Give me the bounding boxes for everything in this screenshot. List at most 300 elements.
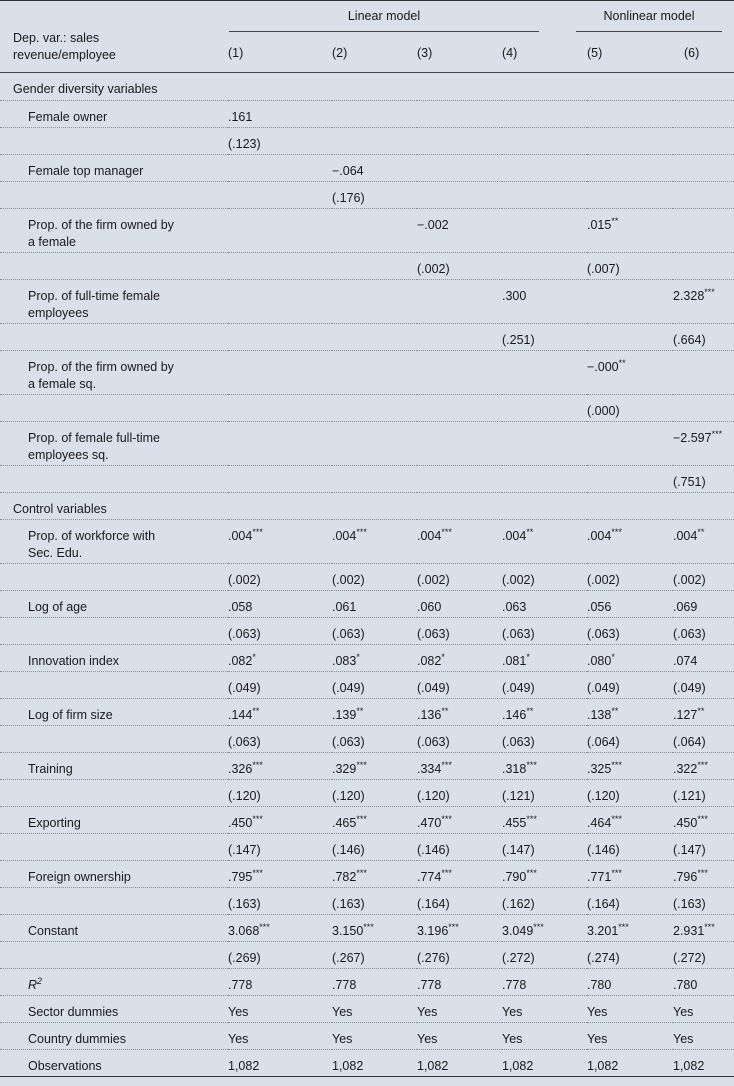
row-label bbox=[0, 590, 228, 617]
cell-col-5: (.007) bbox=[587, 252, 673, 279]
cell-col-6: .796*** bbox=[673, 860, 734, 887]
row-label-line-1: Country dummies bbox=[28, 1031, 126, 1046]
cell-col-3 bbox=[417, 394, 502, 421]
cell-col-5: .464*** bbox=[587, 806, 673, 833]
cell-col-6: −2.597*** bbox=[673, 421, 734, 465]
significance-stars: *** bbox=[704, 921, 715, 932]
cell-col-5: Yes bbox=[587, 1022, 673, 1049]
cell-col-2: (.002) bbox=[332, 563, 417, 590]
significance-stars: *** bbox=[697, 759, 708, 770]
cell-col-4: (.162) bbox=[502, 887, 587, 914]
row-label bbox=[0, 860, 228, 887]
significance-stars: *** bbox=[441, 867, 452, 878]
cell-col-5: .780 bbox=[587, 968, 673, 995]
cell-col-1: 1,082 bbox=[228, 1049, 332, 1076]
cell-col-6: (.063) bbox=[673, 617, 734, 644]
r-squared-label: $R^2$ bbox=[28, 975, 43, 992]
significance-stars: ** bbox=[526, 526, 534, 537]
table-row bbox=[0, 779, 734, 806]
cell-col-1 bbox=[228, 421, 332, 465]
cell-col-1 bbox=[228, 208, 332, 252]
cell-col-4: (.251) bbox=[502, 323, 587, 350]
cell-col-6: (.272) bbox=[673, 941, 734, 968]
cell-col-4: Yes bbox=[502, 1022, 587, 1049]
table-row bbox=[0, 671, 734, 698]
cell-col-3 bbox=[417, 73, 502, 100]
cell-col-2 bbox=[332, 252, 417, 279]
cell-col-5: 1,082 bbox=[587, 1049, 673, 1076]
cell-col-3 bbox=[417, 279, 502, 323]
cell-col-4: Yes bbox=[502, 995, 587, 1022]
table-header bbox=[0, 0, 734, 73]
cell-col-5: (.146) bbox=[587, 833, 673, 860]
cell-col-5: −.000** bbox=[587, 350, 673, 394]
row-label bbox=[0, 350, 228, 394]
cell-col-2: 1,082 bbox=[332, 1049, 417, 1076]
cell-col-6 bbox=[673, 350, 734, 394]
cell-col-4: (.063) bbox=[502, 725, 587, 752]
row-label bbox=[0, 752, 228, 779]
group-rule-nonlinear bbox=[576, 31, 722, 32]
cell-col-4 bbox=[502, 350, 587, 394]
significance-stars: *** bbox=[611, 526, 622, 537]
cell-col-4: .455*** bbox=[502, 806, 587, 833]
cell-col-3: (.146) bbox=[417, 833, 502, 860]
cell-col-3 bbox=[417, 492, 502, 519]
cell-col-2 bbox=[332, 350, 417, 394]
cell-col-6 bbox=[673, 208, 734, 252]
cell-col-3: (.063) bbox=[417, 617, 502, 644]
cell-col-1: .004*** bbox=[228, 519, 332, 563]
cell-col-5: 3.201*** bbox=[587, 914, 673, 941]
table-row bbox=[0, 590, 734, 617]
row-label-line-1: Female top manager bbox=[28, 163, 144, 178]
cell-col-5: .325*** bbox=[587, 752, 673, 779]
significance-stars: ** bbox=[356, 705, 364, 716]
row-label-line-2: employees bbox=[28, 305, 89, 320]
cell-col-5 bbox=[587, 492, 673, 519]
significance-stars: *** bbox=[526, 867, 537, 878]
cell-col-6: 2.328*** bbox=[673, 279, 734, 323]
significance-stars: * bbox=[252, 651, 256, 662]
cell-col-6 bbox=[673, 127, 734, 154]
table-row bbox=[0, 644, 734, 671]
cell-col-6: .074 bbox=[673, 644, 734, 671]
cell-col-4 bbox=[502, 127, 587, 154]
group-header-linear: Linear model bbox=[347, 9, 421, 23]
cell-col-1: (.269) bbox=[228, 941, 332, 968]
row-label-line-1: Prop. of female full-time bbox=[28, 430, 160, 445]
row-label-line-1: Prop. of the firm owned by bbox=[28, 217, 174, 232]
table-row bbox=[0, 860, 734, 887]
cell-col-6: .450*** bbox=[673, 806, 734, 833]
significance-stars: *** bbox=[356, 759, 367, 770]
row-label bbox=[0, 941, 228, 968]
cell-col-2 bbox=[332, 394, 417, 421]
cell-col-5: (.274) bbox=[587, 941, 673, 968]
col-number-4: (4) bbox=[502, 46, 518, 60]
table-row bbox=[0, 806, 734, 833]
cell-col-3: 1,082 bbox=[417, 1049, 502, 1076]
section-row bbox=[0, 73, 734, 100]
cell-col-2: .139** bbox=[332, 698, 417, 725]
cell-col-1 bbox=[228, 73, 332, 100]
table-row bbox=[0, 995, 734, 1022]
significance-stars: *** bbox=[697, 867, 708, 878]
r-squared-exponent: 2 bbox=[37, 975, 43, 986]
cell-col-5 bbox=[587, 465, 673, 492]
cell-col-5: .015** bbox=[587, 208, 673, 252]
cell-col-6: .004** bbox=[673, 519, 734, 563]
significance-stars: ** bbox=[618, 357, 626, 368]
row-label bbox=[0, 563, 228, 590]
cell-col-3: .774*** bbox=[417, 860, 502, 887]
row-label bbox=[0, 279, 228, 323]
significance-stars: ** bbox=[697, 526, 705, 537]
significance-stars: *** bbox=[259, 921, 270, 932]
cell-col-6: (.147) bbox=[673, 833, 734, 860]
cell-col-2: (.120) bbox=[332, 779, 417, 806]
cell-col-6: .322*** bbox=[673, 752, 734, 779]
cell-col-2: .329*** bbox=[332, 752, 417, 779]
table-row bbox=[0, 279, 734, 323]
cell-col-1 bbox=[228, 465, 332, 492]
cell-col-6: 2.931*** bbox=[673, 914, 734, 941]
cell-col-3: .778 bbox=[417, 968, 502, 995]
cell-col-3: Yes bbox=[417, 995, 502, 1022]
cell-col-1: (.002) bbox=[228, 563, 332, 590]
cell-col-3: Yes bbox=[417, 1022, 502, 1049]
row-label bbox=[0, 698, 228, 725]
cell-col-2: .465*** bbox=[332, 806, 417, 833]
table-row bbox=[0, 617, 734, 644]
cell-col-3: .082* bbox=[417, 644, 502, 671]
cell-col-6: .069 bbox=[673, 590, 734, 617]
table-row bbox=[0, 100, 734, 127]
section-label bbox=[0, 492, 228, 519]
cell-col-3: (.276) bbox=[417, 941, 502, 968]
row-label-line-1: Exporting bbox=[28, 815, 81, 830]
cell-col-1: Yes bbox=[228, 1022, 332, 1049]
cell-col-1: .058 bbox=[228, 590, 332, 617]
table-row bbox=[0, 1049, 734, 1076]
cell-col-6: (.664) bbox=[673, 323, 734, 350]
cell-col-5: .080* bbox=[587, 644, 673, 671]
cell-col-1: .326*** bbox=[228, 752, 332, 779]
cell-col-4: .300 bbox=[502, 279, 587, 323]
cell-col-2: .083* bbox=[332, 644, 417, 671]
cell-col-5 bbox=[587, 127, 673, 154]
cell-col-4 bbox=[502, 394, 587, 421]
significance-stars: *** bbox=[611, 759, 622, 770]
group-rule-linear bbox=[229, 31, 539, 32]
row-label-line-1: Log of firm size bbox=[28, 707, 113, 722]
row-label bbox=[0, 995, 228, 1022]
cell-col-1: (.123) bbox=[228, 127, 332, 154]
significance-stars: ** bbox=[441, 705, 449, 716]
table-row bbox=[0, 127, 734, 154]
row-label bbox=[0, 617, 228, 644]
significance-stars: *** bbox=[611, 813, 622, 824]
cell-col-3 bbox=[417, 350, 502, 394]
dep-var-line-1: Dep. var.: sales bbox=[13, 31, 100, 45]
cell-col-6: .127** bbox=[673, 698, 734, 725]
cell-col-6 bbox=[673, 252, 734, 279]
row-label bbox=[0, 779, 228, 806]
cell-col-3: .334*** bbox=[417, 752, 502, 779]
cell-col-5 bbox=[587, 181, 673, 208]
significance-stars: ** bbox=[252, 705, 260, 716]
cell-col-3: (.002) bbox=[417, 563, 502, 590]
row-label bbox=[0, 323, 228, 350]
cell-col-4 bbox=[502, 208, 587, 252]
row-label bbox=[0, 421, 228, 465]
cell-col-3: .136** bbox=[417, 698, 502, 725]
cell-col-4 bbox=[502, 154, 587, 181]
cell-col-3: .004*** bbox=[417, 519, 502, 563]
row-label bbox=[0, 644, 228, 671]
cell-col-5: (.164) bbox=[587, 887, 673, 914]
table-row bbox=[0, 208, 734, 252]
cell-col-2: (.063) bbox=[332, 617, 417, 644]
row-label bbox=[0, 1022, 228, 1049]
cell-col-5: (.120) bbox=[587, 779, 673, 806]
cell-col-1: (.163) bbox=[228, 887, 332, 914]
cell-col-1: .144** bbox=[228, 698, 332, 725]
cell-col-5: (.000) bbox=[587, 394, 673, 421]
significance-stars: ** bbox=[611, 705, 619, 716]
row-label-line-1: Innovation index bbox=[28, 653, 120, 668]
table-row bbox=[0, 252, 734, 279]
cell-col-3 bbox=[417, 127, 502, 154]
cell-col-6 bbox=[673, 73, 734, 100]
cell-col-3: (.120) bbox=[417, 779, 502, 806]
row-label-line-1: Training bbox=[28, 761, 73, 776]
col-number-6: (6) bbox=[684, 46, 700, 60]
cell-col-2: (.049) bbox=[332, 671, 417, 698]
cell-col-3: (.164) bbox=[417, 887, 502, 914]
cell-col-4: .063 bbox=[502, 590, 587, 617]
significance-stars: *** bbox=[618, 921, 629, 932]
table-row bbox=[0, 421, 734, 465]
cell-col-3 bbox=[417, 323, 502, 350]
cell-col-4: .004** bbox=[502, 519, 587, 563]
row-label bbox=[0, 1049, 228, 1076]
significance-stars: ** bbox=[611, 215, 619, 226]
significance-stars: * bbox=[356, 651, 360, 662]
cell-col-4: (.063) bbox=[502, 617, 587, 644]
cell-col-4: 3.049*** bbox=[502, 914, 587, 941]
significance-stars: *** bbox=[711, 428, 723, 439]
significance-stars: *** bbox=[441, 759, 452, 770]
table-row bbox=[0, 563, 734, 590]
cell-col-1: Yes bbox=[228, 995, 332, 1022]
cell-col-6: (.049) bbox=[673, 671, 734, 698]
cell-col-5 bbox=[587, 323, 673, 350]
cell-col-5: .771*** bbox=[587, 860, 673, 887]
row-label bbox=[0, 127, 228, 154]
row-label-line-1: Observations bbox=[28, 1058, 102, 1073]
row-label bbox=[0, 100, 228, 127]
table-row bbox=[0, 941, 734, 968]
significance-stars: *** bbox=[704, 286, 715, 297]
significance-stars: *** bbox=[526, 813, 537, 824]
cell-col-6: (.002) bbox=[673, 563, 734, 590]
table-row bbox=[0, 519, 734, 563]
table-row bbox=[0, 154, 734, 181]
table-row bbox=[0, 181, 734, 208]
significance-stars: *** bbox=[356, 813, 367, 824]
row-label bbox=[0, 887, 228, 914]
significance-stars: *** bbox=[356, 526, 367, 537]
cell-col-2: 3.150*** bbox=[332, 914, 417, 941]
cell-col-3 bbox=[417, 421, 502, 465]
row-label bbox=[0, 394, 228, 421]
cell-col-5 bbox=[587, 154, 673, 181]
cell-col-1: (.120) bbox=[228, 779, 332, 806]
cell-col-2 bbox=[332, 421, 417, 465]
cell-col-4 bbox=[502, 100, 587, 127]
results-table-body bbox=[0, 73, 734, 1076]
dependent-variable-label bbox=[13, 30, 116, 64]
cell-col-3: (.002) bbox=[417, 252, 502, 279]
row-label-line-1: Control variables bbox=[13, 501, 107, 516]
row-label-line-1: Foreign ownership bbox=[28, 869, 131, 884]
row-label-line-1: Prop. of the firm owned by bbox=[28, 359, 174, 374]
row-label bbox=[0, 914, 228, 941]
cell-col-4: (.049) bbox=[502, 671, 587, 698]
cell-col-1: .450*** bbox=[228, 806, 332, 833]
cell-col-3: −.002 bbox=[417, 208, 502, 252]
cell-col-1: .082* bbox=[228, 644, 332, 671]
dep-var-line-2: revenue/employee bbox=[13, 48, 116, 62]
row-label-line-1: Prop. of workforce with bbox=[28, 528, 156, 543]
cell-col-4 bbox=[502, 465, 587, 492]
row-label-line-2: employees sq. bbox=[28, 447, 109, 462]
cell-col-5: .004*** bbox=[587, 519, 673, 563]
table-row bbox=[0, 968, 734, 995]
row-label-line-2: a female bbox=[28, 234, 76, 249]
cell-col-2: .778 bbox=[332, 968, 417, 995]
row-label-line-1: Female owner bbox=[28, 109, 108, 124]
cell-col-6 bbox=[673, 181, 734, 208]
row-label bbox=[0, 519, 228, 563]
section-label bbox=[0, 73, 228, 100]
significance-stars: ** bbox=[526, 705, 534, 716]
cell-col-2 bbox=[332, 492, 417, 519]
cell-col-4 bbox=[502, 421, 587, 465]
significance-stars: ** bbox=[697, 705, 705, 716]
row-label bbox=[0, 806, 228, 833]
cell-col-1 bbox=[228, 279, 332, 323]
cell-col-1 bbox=[228, 323, 332, 350]
cell-col-3 bbox=[417, 181, 502, 208]
cell-col-2 bbox=[332, 127, 417, 154]
significance-stars: *** bbox=[611, 867, 622, 878]
row-label-line-1: Constant bbox=[28, 923, 79, 938]
cell-col-5: (.002) bbox=[587, 563, 673, 590]
cell-col-5: (.064) bbox=[587, 725, 673, 752]
cell-col-4: .318*** bbox=[502, 752, 587, 779]
cell-col-6 bbox=[673, 492, 734, 519]
cell-col-3 bbox=[417, 154, 502, 181]
cell-col-1: (.063) bbox=[228, 725, 332, 752]
cell-col-3: .470*** bbox=[417, 806, 502, 833]
col-number-5: (5) bbox=[587, 46, 603, 60]
cell-col-3: (.063) bbox=[417, 725, 502, 752]
row-label bbox=[0, 208, 228, 252]
significance-stars: * bbox=[441, 651, 445, 662]
row-label-line-1: Sector dummies bbox=[28, 1004, 119, 1019]
cell-col-4 bbox=[502, 181, 587, 208]
row-label bbox=[0, 671, 228, 698]
col-number-3: (3) bbox=[417, 46, 433, 60]
cell-col-5: .056 bbox=[587, 590, 673, 617]
cell-col-1 bbox=[228, 350, 332, 394]
cell-col-1: .795*** bbox=[228, 860, 332, 887]
table-row bbox=[0, 465, 734, 492]
cell-col-2: (.063) bbox=[332, 725, 417, 752]
cell-col-6: (.121) bbox=[673, 779, 734, 806]
cell-col-3 bbox=[417, 100, 502, 127]
significance-stars: *** bbox=[252, 867, 263, 878]
col-number-2: (2) bbox=[332, 46, 348, 60]
results-table bbox=[0, 73, 734, 1077]
col-number-1: (1) bbox=[228, 46, 244, 60]
row-label-line-2: Sec. Edu. bbox=[28, 545, 83, 560]
cell-col-4: (.002) bbox=[502, 563, 587, 590]
cell-col-4: 1,082 bbox=[502, 1049, 587, 1076]
cell-col-5 bbox=[587, 100, 673, 127]
cell-col-6 bbox=[673, 100, 734, 127]
significance-stars: *** bbox=[252, 759, 263, 770]
cell-col-4: (.147) bbox=[502, 833, 587, 860]
cell-col-2: (.176) bbox=[332, 181, 417, 208]
cell-col-6 bbox=[673, 154, 734, 181]
significance-stars: *** bbox=[533, 921, 544, 932]
significance-stars: * bbox=[526, 651, 530, 662]
cell-col-4: (.272) bbox=[502, 941, 587, 968]
cell-col-2 bbox=[332, 208, 417, 252]
cell-col-1: (.147) bbox=[228, 833, 332, 860]
cell-col-6: (.163) bbox=[673, 887, 734, 914]
cell-col-2: (.146) bbox=[332, 833, 417, 860]
cell-col-3: (.049) bbox=[417, 671, 502, 698]
cell-col-6: .780 bbox=[673, 968, 734, 995]
row-label bbox=[0, 154, 228, 181]
table-row bbox=[0, 914, 734, 941]
cell-col-2: (.267) bbox=[332, 941, 417, 968]
significance-stars: *** bbox=[441, 813, 452, 824]
significance-stars: *** bbox=[252, 813, 263, 824]
cell-col-2: .061 bbox=[332, 590, 417, 617]
cell-col-4 bbox=[502, 492, 587, 519]
row-label bbox=[0, 465, 228, 492]
cell-col-2 bbox=[332, 465, 417, 492]
cell-col-2 bbox=[332, 279, 417, 323]
cell-col-2 bbox=[332, 100, 417, 127]
significance-stars: * bbox=[611, 651, 615, 662]
row-label bbox=[0, 252, 228, 279]
cell-col-2 bbox=[332, 73, 417, 100]
table-row bbox=[0, 1022, 734, 1049]
significance-stars: *** bbox=[441, 526, 452, 537]
cell-col-3: .060 bbox=[417, 590, 502, 617]
row-label-line-1: Gender diversity variables bbox=[13, 82, 158, 96]
section-row bbox=[0, 492, 734, 519]
cell-col-4: .790*** bbox=[502, 860, 587, 887]
table-row bbox=[0, 887, 734, 914]
